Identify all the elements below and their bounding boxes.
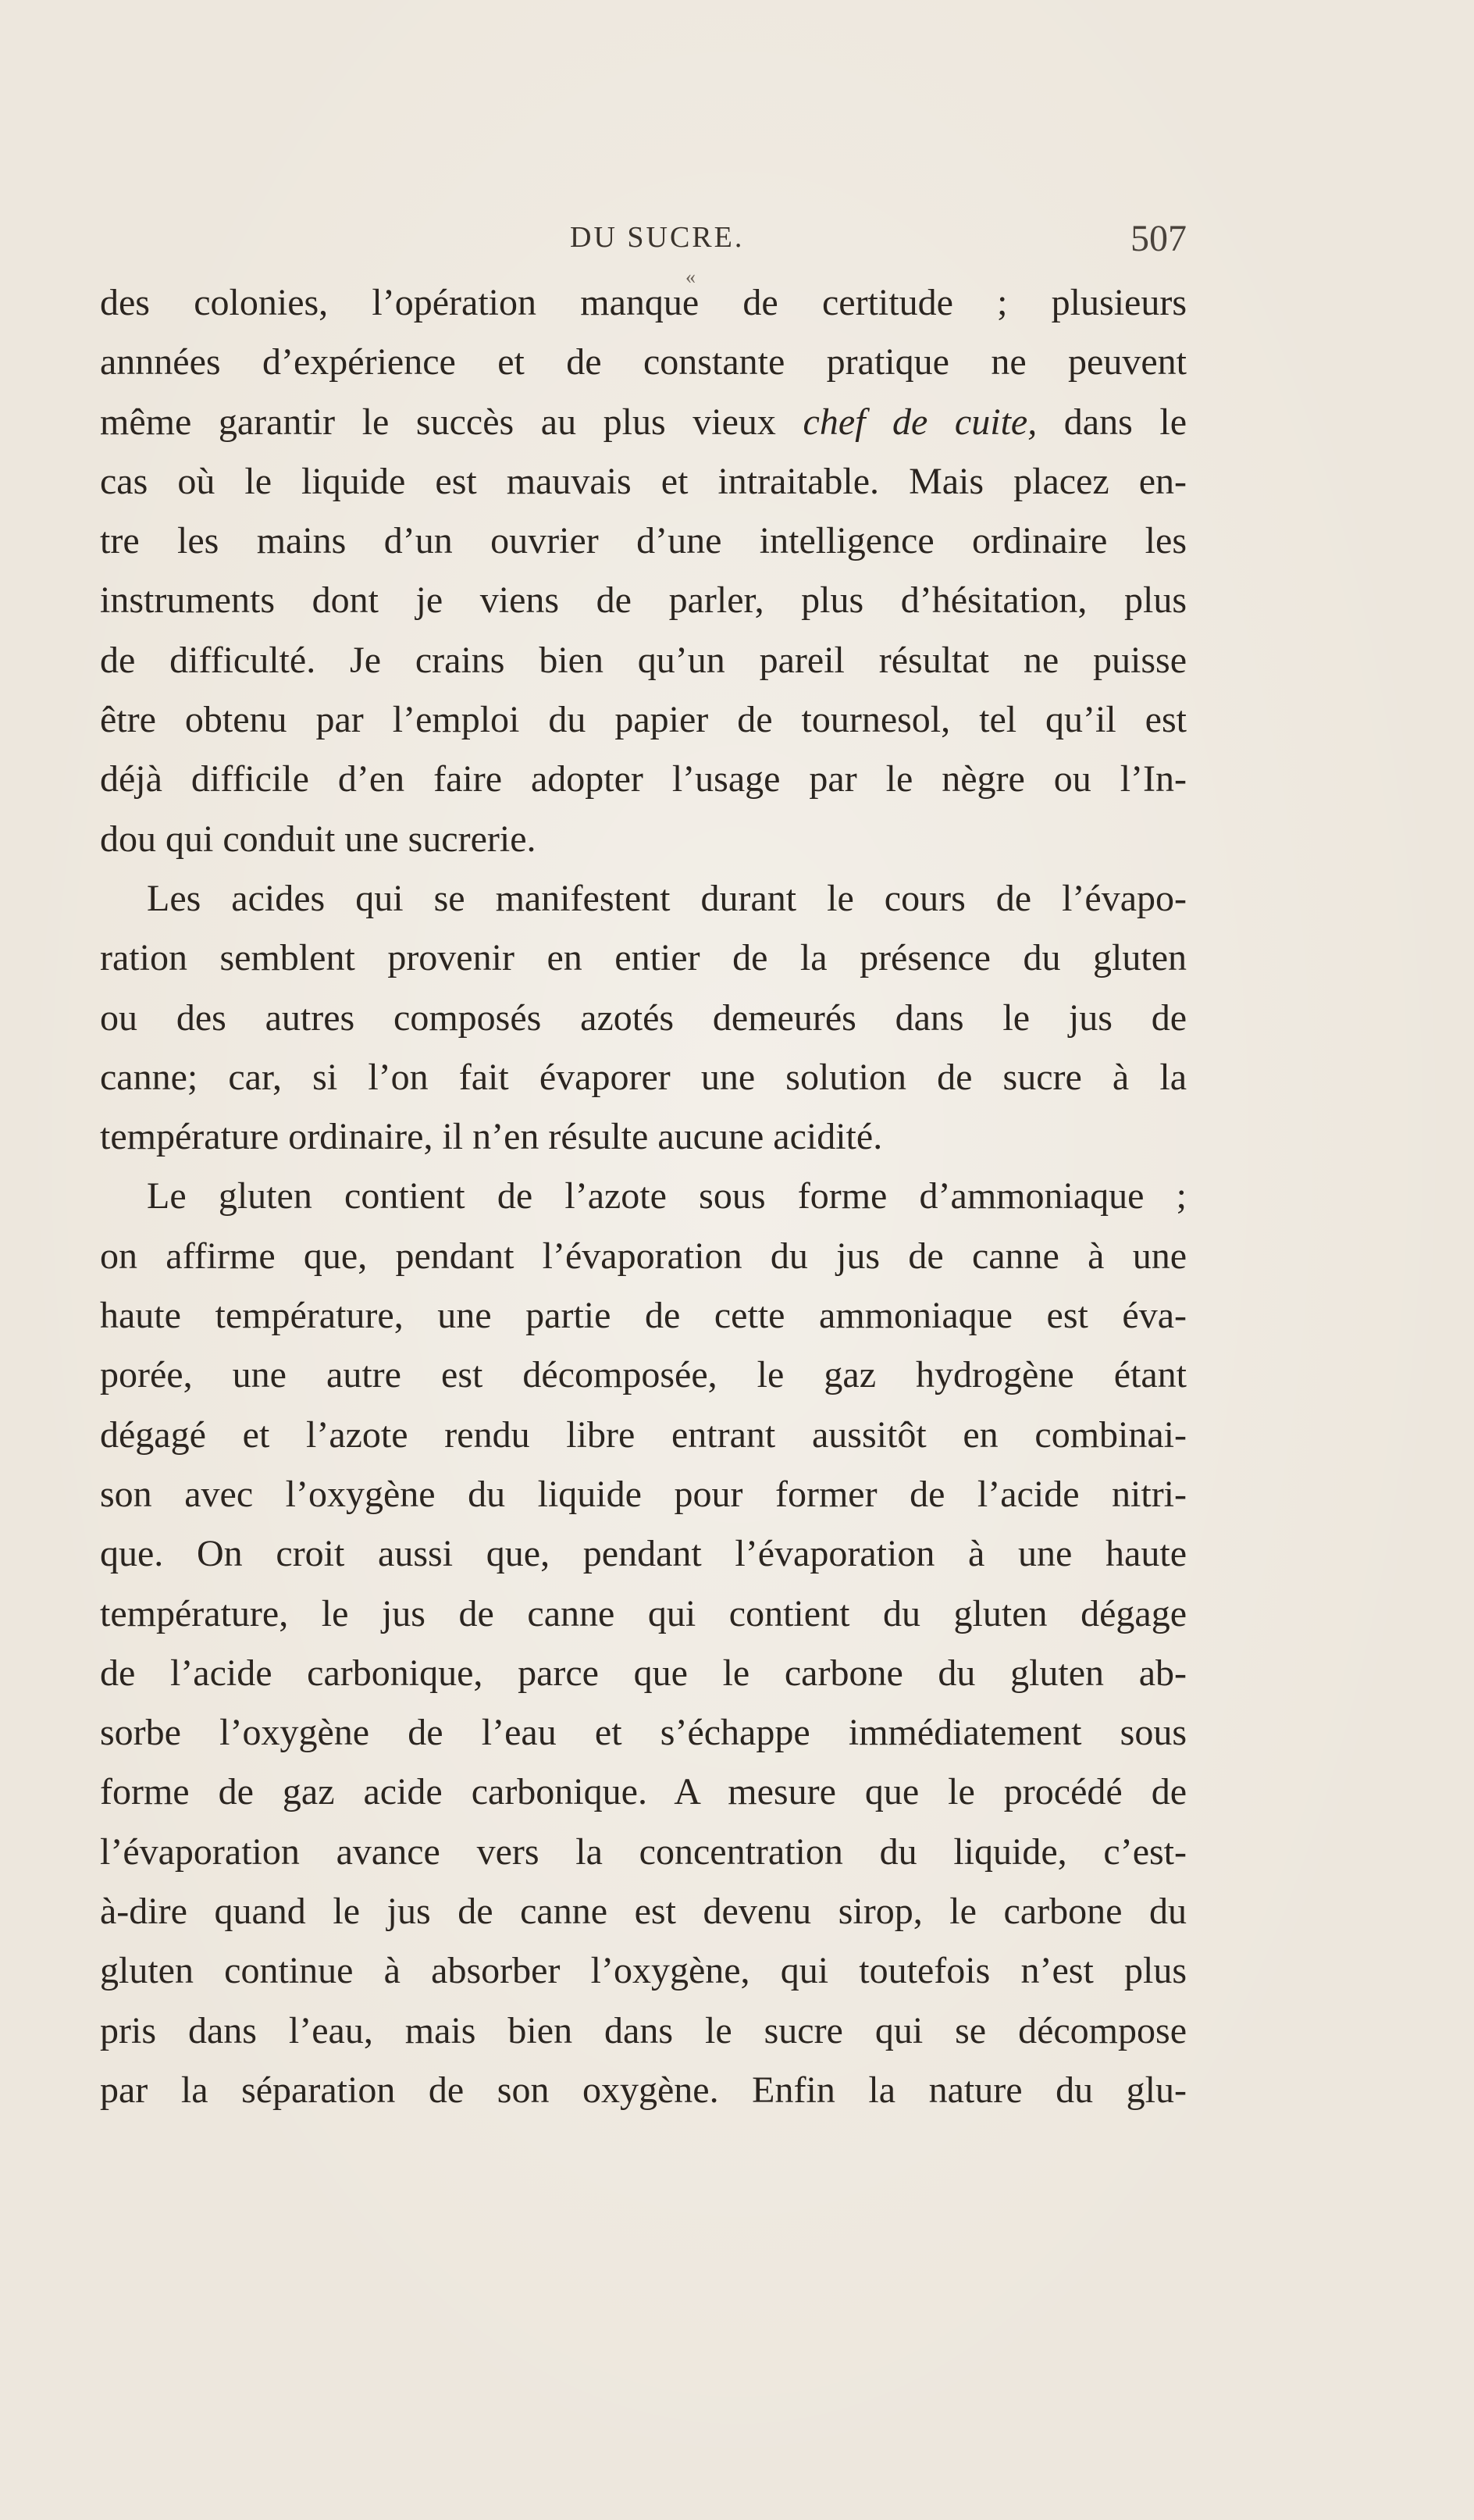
italic-term: chef de cuite, (803, 401, 1038, 443)
text-line: l’évaporation avance vers la concentration du liquide, c’est- (100, 1830, 1187, 1873)
text-line: être obtenu par l’emploi du papier de tournesol, tel qu’il est (100, 699, 1187, 741)
paragraph-start-line: Le gluten contient de l’azote sous forme d’ammoniaque ; (147, 1175, 1187, 1217)
body-text (100, 273, 1187, 2120)
text-line: tre les mains d’un ouvrier d’une intelligence ordinaire les (100, 520, 1187, 562)
text-line: pris dans l’eau, mais bien dans le sucre qui se décompose (100, 2009, 1187, 2051)
text-line: température ordinaire, il n’en résulte aucune acidité. (100, 1116, 883, 1158)
text-line: dégagé et l’azote rendu libre entrant aussitôt en combinai- (100, 1413, 1187, 1456)
running-title: DU SUCRE. (570, 221, 745, 254)
text-line: porée, une autre est décomposée, le gaz hydrogène étant (100, 1354, 1187, 1396)
text-line: on affirme que, pendant l’évaporation du jus de canne à une (100, 1235, 1187, 1277)
text-line: des colonies, l’opération manque de certitude ; plusieurs (100, 282, 1187, 323)
text-line: de l’acide carbonique, parce que le carbone du gluten ab- (100, 1652, 1187, 1694)
text-line: déjà difficile d’en faire adopter l’usage par le nègre ou l’In- (100, 758, 1187, 800)
text-line: température, le jus de canne qui contient du gluten dégage (100, 1592, 1187, 1634)
text-line: que. On croit aussi que, pendant l’évaporation à une haute (100, 1533, 1187, 1575)
text-line: par la séparation de son oxygène. Enfin la nature du glu- (100, 2069, 1187, 2111)
text-segment: même garantir le succès au plus vieux (100, 401, 803, 443)
running-head (0, 220, 1474, 259)
printer-mark: « (685, 266, 696, 288)
paragraph-start-line: Les acides qui se manifestent durant le cours de l’évapo- (147, 877, 1187, 919)
text-line: gluten continue à absorber l’oxygène, qui toutefois n’est plus (100, 1950, 1187, 1992)
text-line: instruments dont je viens de parler, plus d’hésitation, plus (100, 579, 1187, 622)
text-line: annnées d’expérience et de constante pratique ne peuvent (100, 341, 1187, 383)
text-line: ou des autres composés azotés demeurés dans le jus de (100, 996, 1187, 1039)
text-line: ration semblent provenir en entier de la présence du gluten (100, 937, 1187, 979)
text-line: haute température, une partie de cette ammoniaque est éva- (100, 1295, 1187, 1337)
text-line: sorbe l’oxygène de l’eau et s’échappe immédiatement sous (100, 1712, 1187, 1754)
page-number: 507 (1130, 218, 1187, 259)
text-line: dou qui conduit une sucrerie. (100, 818, 536, 860)
text-line: canne; car, si l’on fait évaporer une solution de sucre à la (100, 1056, 1187, 1098)
text-line: à-dire quand le jus de canne est devenu sirop, le carbone du (100, 1891, 1187, 1933)
text-line: cas où le liquide est mauvais et intraitable. Mais placez en- (100, 460, 1187, 502)
text-line: son avec l’oxygène du liquide pour former de l’acide nitri- (100, 1473, 1187, 1515)
text-line: de difficulté. Je crains bien qu’un pareil résultat ne puisse (100, 639, 1187, 681)
text-line (100, 393, 1187, 452)
text-line: forme de gaz acide carbonique. A mesure que le procédé de (100, 1771, 1187, 1813)
text-segment: dans le (1037, 401, 1187, 443)
